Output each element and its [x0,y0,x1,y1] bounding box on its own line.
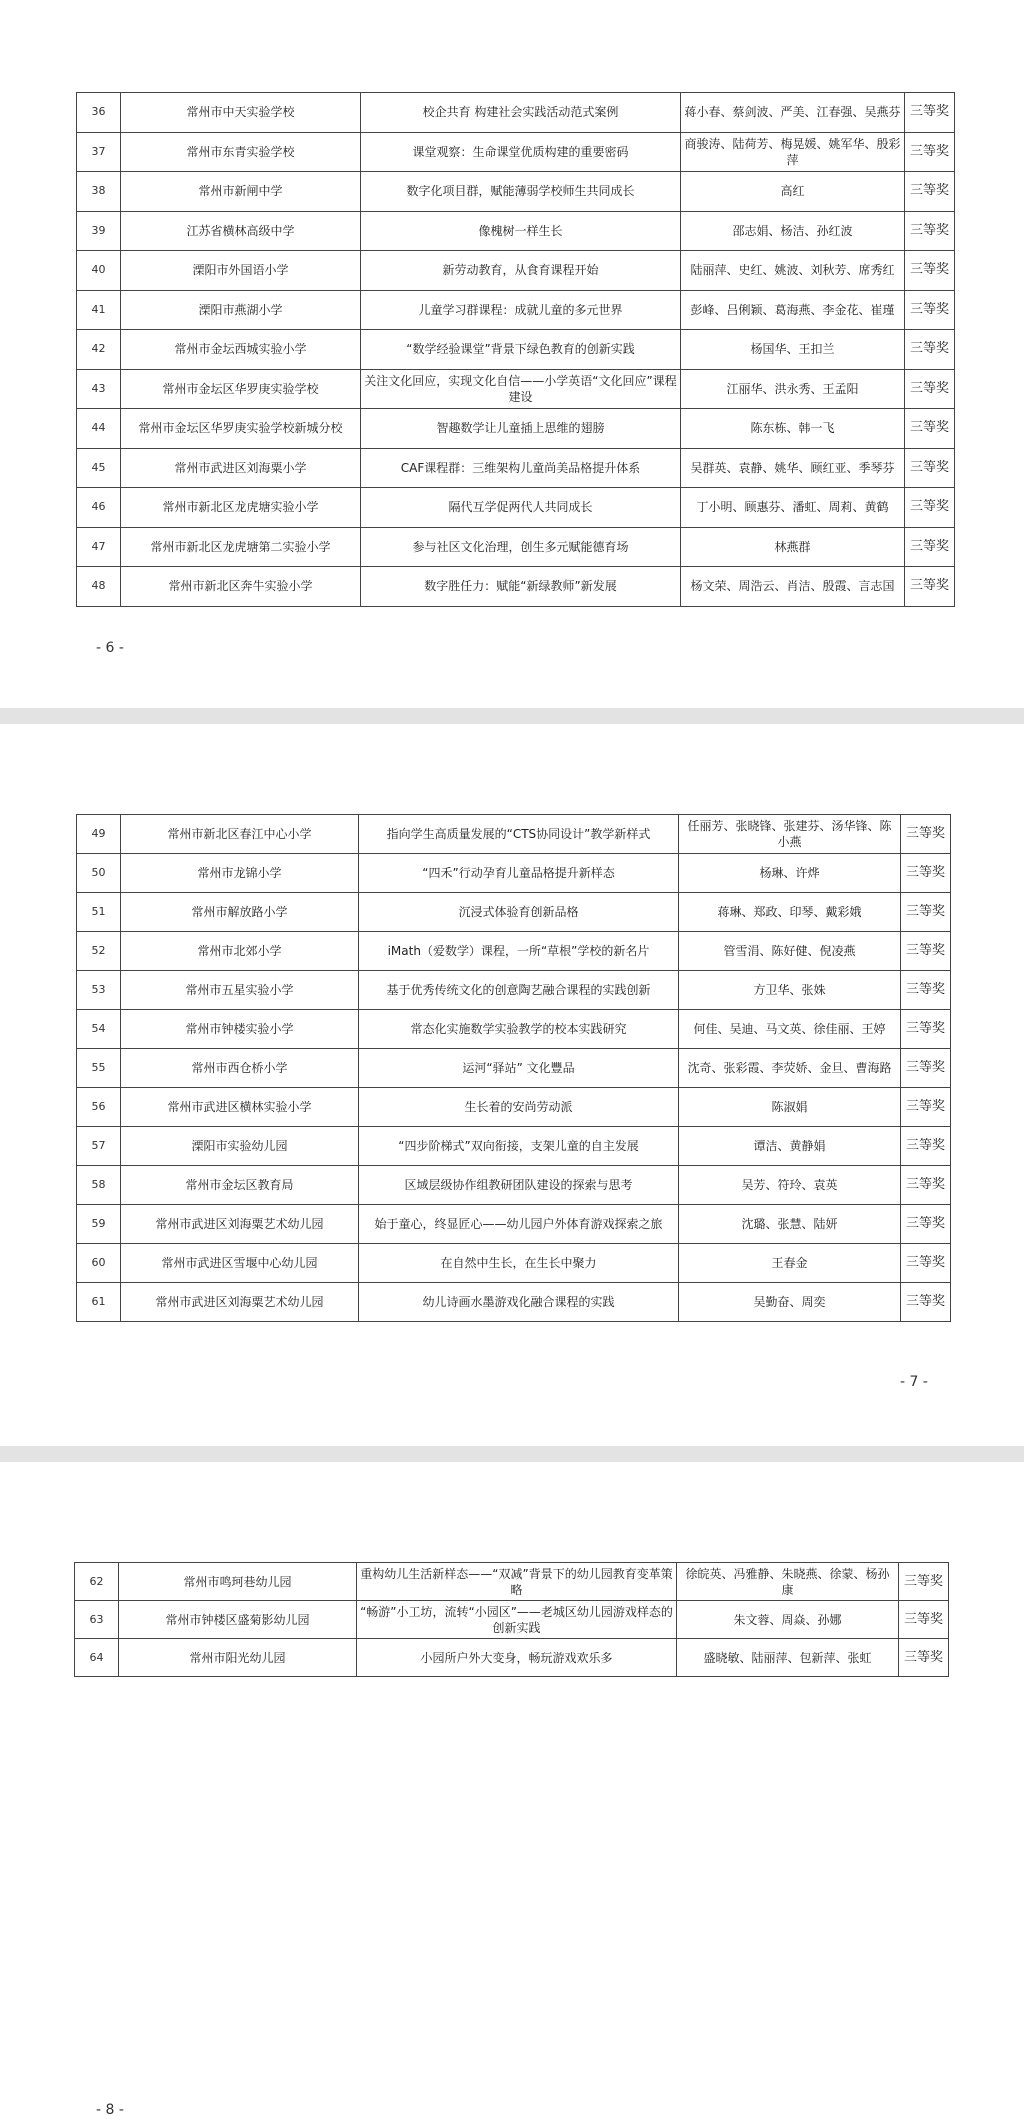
cell-title: 像槐树一样生长 [361,211,681,251]
cell-prize: 三等奖 [901,1244,951,1283]
cell-prize: 三等奖 [905,567,955,607]
table-row [77,1166,951,1205]
cell-authors: 高红 [681,172,905,212]
cell-title: 运河“驿站” 文化豐品 [359,1049,679,1088]
cell-title: 智趣数学让儿童插上思维的翅膀 [361,409,681,449]
cell-title: 参与社区文化治理，创生多元赋能德育场 [361,527,681,567]
cell-prize: 三等奖 [901,971,951,1010]
cell-title: “数学经验课堂”背景下绿色教育的创新实践 [361,330,681,370]
cell-authors: 吴群英、袁静、姚华、顾红亚、季琴芬 [681,448,905,488]
cell-authors: 邵志娟、杨洁、孙红波 [681,211,905,251]
award-table [74,1562,949,1677]
cell-title: “四步阶梯式”双向衔接，支架儿童的自主发展 [359,1127,679,1166]
cell-title: 关注文化回应，实现文化自信——小学英语“文化回应”课程建设 [361,369,681,409]
cell-title: “四禾”行动孕育儿童品格提升新样态 [359,854,679,893]
table-row [77,172,955,212]
cell-prize: 三等奖 [905,527,955,567]
cell-number: 42 [77,330,121,370]
table-row [77,567,955,607]
cell-title: 儿童学习群课程：成就儿童的多元世界 [361,290,681,330]
table-row [77,93,955,133]
cell-prize: 三等奖 [905,290,955,330]
cell-authors: 谭洁、黄静娟 [679,1127,901,1166]
cell-unit: 常州市武进区刘海粟小学 [121,448,361,488]
cell-title: 隔代互学促两代人共同成长 [361,488,681,528]
cell-title: 沉浸式体验育创新品格 [359,893,679,932]
cell-prize: 三等奖 [901,815,951,854]
cell-number: 53 [77,971,121,1010]
document-page-6 [0,0,1024,708]
table-row [75,1639,949,1677]
cell-unit: 常州市新闸中学 [121,172,361,212]
cell-prize: 三等奖 [905,172,955,212]
table-row [75,1563,949,1601]
cell-authors: 沈璐、张慧、陆妍 [679,1205,901,1244]
cell-unit: 常州市武进区雪堰中心幼儿园 [121,1244,359,1283]
cell-title: 小园所户外大变身，畅玩游戏欢乐多 [357,1639,677,1677]
table-row [77,527,955,567]
page-number: - 7 - [900,1374,928,1390]
cell-number: 58 [77,1166,121,1205]
cell-number: 45 [77,448,121,488]
cell-authors: 彭峰、吕俐颖、葛海燕、李金花、崔瑾 [681,290,905,330]
cell-title: 在自然中生长，在生长中聚力 [359,1244,679,1283]
cell-number: 64 [75,1639,119,1677]
cell-number: 48 [77,567,121,607]
table-row [77,211,955,251]
cell-prize: 三等奖 [905,330,955,370]
cell-title: 区域层级协作组教研团队建设的探索与思考 [359,1166,679,1205]
cell-authors: 商骏涛、陆荷芳、梅晃媛、姚军华、殷彩萍 [681,132,905,172]
cell-number: 49 [77,815,121,854]
table-row [77,893,951,932]
cell-title: 新劳动教育，从食育课程开始 [361,251,681,291]
cell-unit: 常州市龙锦小学 [121,854,359,893]
cell-unit: 常州市阳光幼儿园 [119,1639,357,1677]
cell-unit: 溧阳市燕湖小学 [121,290,361,330]
award-table [76,92,955,607]
cell-prize: 三等奖 [901,932,951,971]
cell-unit: 常州市新北区龙虎塘第二实验小学 [121,527,361,567]
table-row [77,448,955,488]
cell-number: 55 [77,1049,121,1088]
cell-prize: 三等奖 [905,448,955,488]
cell-number: 44 [77,409,121,449]
cell-prize: 三等奖 [901,893,951,932]
cell-prize: 三等奖 [901,1166,951,1205]
cell-authors: 江丽华、洪永秀、王孟阳 [681,369,905,409]
cell-authors: 盛晓敏、陆丽萍、包新萍、张虹 [677,1639,899,1677]
cell-number: 59 [77,1205,121,1244]
cell-authors: 管雪涓、陈好健、倪凌燕 [679,932,901,971]
cell-prize: 三等奖 [901,1127,951,1166]
cell-prize: 三等奖 [905,93,955,133]
cell-authors: 吴勤奋、周奕 [679,1283,901,1322]
cell-number: 52 [77,932,121,971]
table-row [77,330,955,370]
award-table [76,814,951,1322]
cell-title: 数字胜任力：赋能“新绿教师”新发展 [361,567,681,607]
cell-authors: 沈奇、张彩霞、李荧娇、金旦、曹海路 [679,1049,901,1088]
cell-authors: 徐皖英、冯雅静、朱晓燕、徐蒙、杨孙康 [677,1563,899,1601]
cell-unit: 常州市北郊小学 [121,932,359,971]
cell-prize: 三等奖 [901,1049,951,1088]
cell-unit: 常州市钟楼实验小学 [121,1010,359,1049]
cell-prize: 三等奖 [899,1601,949,1639]
table-row [77,1283,951,1322]
cell-authors: 陈淑娟 [679,1088,901,1127]
cell-number: 60 [77,1244,121,1283]
table-row [77,1205,951,1244]
cell-number: 50 [77,854,121,893]
cell-title: 校企共育 构建社会实践活动范式案例 [361,93,681,133]
cell-unit: 常州市西仓桥小学 [121,1049,359,1088]
cell-authors: 方卫华、张姝 [679,971,901,1010]
table-row [77,815,951,854]
cell-unit: 常州市武进区刘海粟艺术幼儿园 [121,1205,359,1244]
table-row [77,369,955,409]
table-row [77,251,955,291]
cell-unit: 常州市金坛西城实验小学 [121,330,361,370]
cell-number: 43 [77,369,121,409]
cell-title: 常态化实施数学实验教学的校本实践研究 [359,1010,679,1049]
document-page-7 [0,724,1024,1446]
table-row [77,1010,951,1049]
cell-prize: 三等奖 [905,132,955,172]
cell-unit: 常州市武进区横林实验小学 [121,1088,359,1127]
cell-number: 40 [77,251,121,291]
cell-prize: 三等奖 [905,251,955,291]
cell-prize: 三等奖 [905,409,955,449]
table-row [75,1601,949,1639]
cell-authors: 任丽芳、张晓锋、张建芬、汤华锋、陈小燕 [679,815,901,854]
table-row [77,1244,951,1283]
cell-unit: 常州市解放路小学 [121,893,359,932]
cell-authors: 杨国华、王扣兰 [681,330,905,370]
cell-unit: 江苏省横林高级中学 [121,211,361,251]
cell-title: 数字化项目群，赋能薄弱学校师生共同成长 [361,172,681,212]
cell-prize: 三等奖 [905,369,955,409]
page-number: - 6 - [96,640,124,656]
cell-unit: 溧阳市外国语小学 [121,251,361,291]
cell-number: 61 [77,1283,121,1322]
cell-authors: 陈东栋、韩一飞 [681,409,905,449]
table-row [77,932,951,971]
cell-authors: 林燕群 [681,527,905,567]
cell-number: 41 [77,290,121,330]
cell-number: 62 [75,1563,119,1601]
cell-unit: 常州市金坛区华罗庚实验学校 [121,369,361,409]
cell-number: 37 [77,132,121,172]
cell-authors: 朱文蓉、周焱、孙娜 [677,1601,899,1639]
cell-title: CAF课程群：三维架构儿童尚美品格提升体系 [361,448,681,488]
page-number: - 8 - [96,2102,124,2118]
cell-title: iMath（爱数学）课程，一所“草根”学校的新名片 [359,932,679,971]
cell-unit: 常州市金坛区华罗庚实验学校新城分校 [121,409,361,449]
table-row [77,488,955,528]
cell-title: 始于童心，终显匠心——幼儿园户外体育游戏探索之旅 [359,1205,679,1244]
cell-title: 幼儿诗画水墨游戏化融合课程的实践 [359,1283,679,1322]
cell-number: 63 [75,1601,119,1639]
cell-number: 46 [77,488,121,528]
cell-prize: 三等奖 [901,854,951,893]
cell-unit: 常州市东青实验学校 [121,132,361,172]
cell-unit: 常州市新北区春江中心小学 [121,815,359,854]
cell-number: 47 [77,527,121,567]
table-row [77,409,955,449]
cell-unit: 常州市鸣珂巷幼儿园 [119,1563,357,1601]
cell-prize: 三等奖 [901,1205,951,1244]
cell-authors: 蒋琳、郑政、印琴、戴彩娥 [679,893,901,932]
cell-prize: 三等奖 [905,211,955,251]
cell-prize: 三等奖 [905,488,955,528]
cell-prize: 三等奖 [899,1639,949,1677]
table-row [77,854,951,893]
cell-authors: 王春金 [679,1244,901,1283]
cell-number: 54 [77,1010,121,1049]
cell-authors: 陆丽萍、史红、姚波、刘秋芳、席秀红 [681,251,905,291]
table-row [77,290,955,330]
cell-number: 51 [77,893,121,932]
cell-authors: 杨文荣、周浩云、肖洁、殷霞、言志国 [681,567,905,607]
cell-prize: 三等奖 [901,1010,951,1049]
cell-unit: 常州市新北区龙虎塘实验小学 [121,488,361,528]
cell-prize: 三等奖 [901,1088,951,1127]
cell-title: 课堂观察：生命课堂优质构建的重要密码 [361,132,681,172]
table-row [77,132,955,172]
cell-number: 38 [77,172,121,212]
cell-authors: 吴芳、符玲、袁英 [679,1166,901,1205]
cell-title: 重构幼儿生活新样态——“双减”背景下的幼儿园教育变革策略 [357,1563,677,1601]
cell-title: 基于优秀传统文化的创意陶艺融合课程的实践创新 [359,971,679,1010]
cell-authors: 丁小明、顾惠芬、潘虹、周莉、黄鹤 [681,488,905,528]
table-row [77,1049,951,1088]
table-row [77,1088,951,1127]
cell-unit: 常州市五星实验小学 [121,971,359,1010]
cell-title: 指向学生高质量发展的“CTS协同设计”教学新样式 [359,815,679,854]
cell-title: “畅游”小工坊，流转“小园区”——老城区幼儿园游戏样态的创新实践 [357,1601,677,1639]
cell-unit: 溧阳市实验幼儿园 [121,1127,359,1166]
cell-prize: 三等奖 [899,1563,949,1601]
cell-title: 生长着的安尚劳动派 [359,1088,679,1127]
cell-unit: 常州市武进区刘海粟艺术幼儿园 [121,1283,359,1322]
cell-number: 36 [77,93,121,133]
cell-authors: 何佳、吴迪、马文英、徐佳丽、王婷 [679,1010,901,1049]
cell-number: 57 [77,1127,121,1166]
cell-number: 39 [77,211,121,251]
cell-unit: 常州市金坛区教育局 [121,1166,359,1205]
cell-number: 56 [77,1088,121,1127]
cell-unit: 常州市钟楼区盛菊影幼儿园 [119,1601,357,1639]
cell-unit: 常州市中天实验学校 [121,93,361,133]
cell-authors: 杨琳、许烨 [679,854,901,893]
table-row [77,1127,951,1166]
table-row [77,971,951,1010]
cell-authors: 蒋小春、蔡剑波、严美、江春强、吴燕芬 [681,93,905,133]
cell-prize: 三等奖 [901,1283,951,1322]
cell-unit: 常州市新北区奔牛实验小学 [121,567,361,607]
document-page-8 [0,1462,1024,2123]
